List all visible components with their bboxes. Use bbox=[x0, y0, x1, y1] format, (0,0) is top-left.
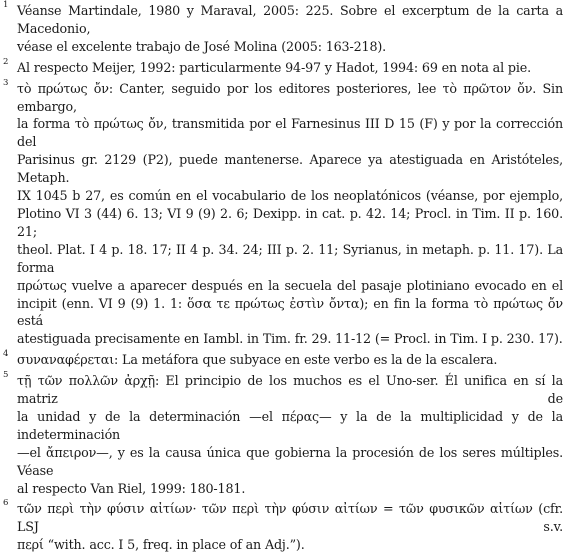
footnote-number: 5 bbox=[3, 370, 9, 381]
footnote-line: Véanse Martindale, 1980 y Maraval, 2005: 225. Sobre el excerptum de la carta a Macedonio, bbox=[17, 3, 563, 36]
footnote-number: 2 bbox=[3, 56, 9, 67]
footnote-line: theol. Plat. I 4 p. 18. 17; II 4 p. 34. 24; III p. 2. 11; Syrianus, in metaph. p. 11. 17). La forma bbox=[17, 241, 563, 275]
footnote-line: —el ἄπειρον—, y es la causa única que gobierna la procesión de los seres múltiples. Véase bbox=[17, 444, 563, 478]
footnote-number: 3 bbox=[3, 77, 9, 88]
footnote-number: 6 bbox=[3, 498, 9, 509]
footnote-line: Plotino VI 3 (44) 6. 13; VI 9 (9) 2. 6; Dexipp. in cat. p. 42. 14; Procl. in Tim. II p. 160. 21; bbox=[17, 205, 563, 239]
footnote-line: τῶν περὶ τὴν φύσιν αἰτίων· τῶν περὶ τὴν φύσιν αἰτίων = τῶν φυσικῶν αἰτίων (cfr. LSJ s.v. bbox=[17, 501, 563, 535]
footnote-line: τὸ πρώτως ὄν: Canter, seguido por los editores posteriores, lee τὸ πρῶτον ὄν. Sin embargo, bbox=[17, 80, 563, 114]
footnote-2 bbox=[3, 56, 563, 77]
footnote-line: Al respecto Meijer, 1992: particularmente 94-97 y Hadot, 1994: 69 en nota al pie. bbox=[17, 59, 531, 75]
footnote-line: la unidad y de la determinación —el πέρας— y la de la multiplicidad y de la indeterminación bbox=[17, 408, 563, 442]
footnote-line: πρώτως vuelve a aparecer después en la secuela del pasaje plotiniano evocado en el bbox=[17, 277, 563, 293]
footnote-number: 4 bbox=[3, 349, 9, 360]
footnote-line: la forma τὸ πρώτως ὄν, transmitida por el Farnesinus III D 15 (F) y por la corrección del bbox=[17, 116, 563, 150]
footnote-line: συναναφέρεται: La metáfora que subyace en este verbo es la de la escalera. bbox=[17, 352, 498, 368]
footnote-line: Parisinus gr. 2129 (P2), puede mantenerse. Aparece ya atestiguada en Aristóteles, Metaph. bbox=[17, 152, 563, 186]
footnote-6 bbox=[3, 500, 563, 554]
footnote-line: al respecto Van Riel, 1999: 180-181. bbox=[17, 480, 246, 496]
footnote-line: IX 1045 b 27, es común en el vocabulario de los neoplatónicos (véanse, por ejemplo, bbox=[17, 188, 563, 204]
footnote-1 bbox=[3, 2, 563, 56]
footnote-line: τῇ τῶν πολλῶν ἀρχῇ: El principio de los muchos es el Uno-ser. Él unifica en sí la matriz de bbox=[17, 373, 563, 407]
footnote-4 bbox=[3, 351, 563, 369]
footnotes-section bbox=[3, 2, 563, 557]
footnote-line: atestiguada precisamente en Iambl. in Tim. fr. 29. 11-12 (= Procl. in Tim. I p. 230. 17). bbox=[17, 331, 563, 347]
footnote-line: véase el excelente trabajo de José Molina (2005: 163-218). bbox=[17, 38, 387, 54]
footnote-5 bbox=[3, 372, 563, 497]
footnote-3 bbox=[3, 77, 563, 349]
footnote-number: 1 bbox=[3, 0, 9, 10]
footnote-line: περί “with. acc. I 5, freq. in place of an Adj.”). bbox=[17, 537, 305, 553]
footnote-line: incipit (enn. VI 9 (9) 1. 1: ὅσα τε πρώτως ἐστὶν ὄντα); en fin la forma τὸ πρώτως ὄν está bbox=[17, 295, 563, 329]
